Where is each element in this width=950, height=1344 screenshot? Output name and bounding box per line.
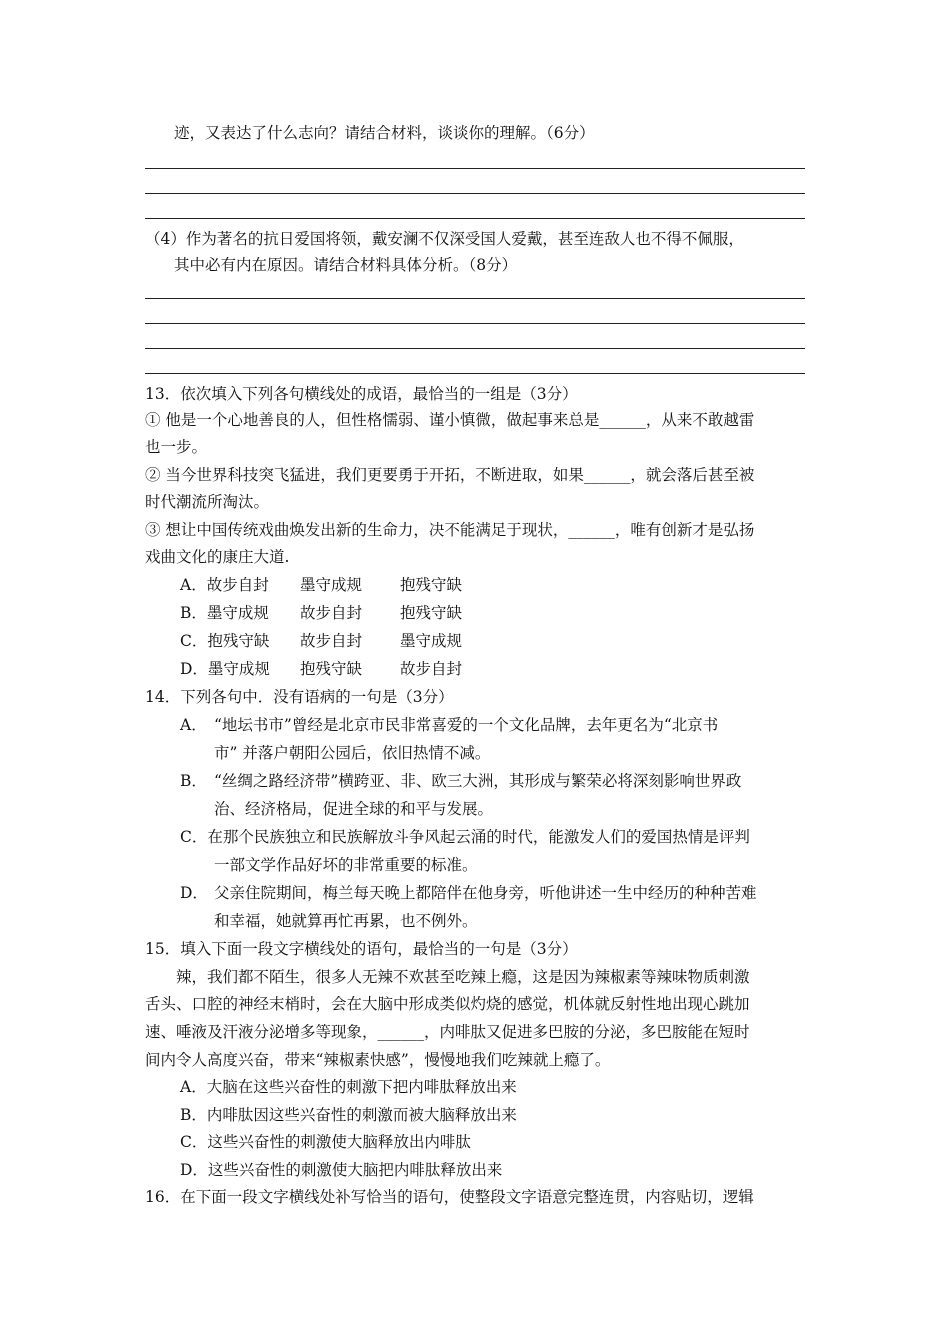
option-term: 抱残守缺 — [400, 576, 463, 594]
answer-line[interactable] — [145, 168, 805, 169]
q12-part3-continued: 迹，又表达了什么志向？请结合材料，谈谈你的理解。（6分） — [174, 124, 595, 142]
q15-passage-line1: 辣，我们都不陌生，很多人无辣不欢甚至吃辣上瘾，这是因为辣椒素等辣味物质刺激 — [176, 968, 750, 986]
option-label: A．故步自封 — [180, 576, 269, 594]
q14-option-b-text2: 治、经济格局，促进全球的和平与发展。 — [214, 800, 494, 818]
q14-option-d-text2: 和幸福，她就算再忙再累，也不例外。 — [214, 912, 478, 930]
q15-option-a[interactable]: A．大脑在这些兴奋性的刺激下把内啡肽释放出来 — [180, 1078, 517, 1096]
q13-option-c[interactable] — [180, 631, 463, 651]
q15-passage-line4: 间内令人高度兴奋，带来“辣椒素快感”，慢慢地我们吃辣就上瘾了。 — [145, 1051, 611, 1069]
option-term: 抱残守缺 — [300, 660, 363, 678]
option-label: D．墨守成规 — [180, 660, 270, 678]
answer-line[interactable] — [145, 193, 805, 194]
q15-passage-line3: 速、唾液及汗液分泌增多等现象，______，内啡肽又促进多巴胺的分泌，多巴胺能在短时 — [145, 1023, 750, 1041]
answer-line[interactable] — [145, 218, 805, 219]
q12-part4-line2: 其中必有内在原因。请结合材料具体分析。（8分） — [174, 256, 518, 274]
q15-option-b[interactable]: B．内啡肽因这些兴奋性的刺激而被大脑释放出来 — [180, 1106, 517, 1124]
q14-option-b-text1: “丝绸之路经济带”横跨亚、非、欧三大洲，其形成与繁荣必将深刻影响世界政 — [214, 772, 742, 790]
q14-option-a[interactable]: A． — [180, 716, 207, 734]
q14-option-a-text1: “地坛书市”曾经是北京市民非常喜爱的一个文化品牌，去年更名为“北京书 — [214, 716, 719, 734]
q13-option-b[interactable] — [180, 603, 463, 623]
q14-option-c[interactable]: C．在那个民族独立和民族解放斗争风起云涌的时代，能激发人们的爱国热情是评判 — [180, 828, 750, 846]
option-term: 墨守成规 — [400, 632, 463, 650]
option-label: C．抱残守缺 — [180, 632, 270, 650]
q13-sentence1-line2: 也一步。 — [145, 438, 208, 456]
q13-stem: 13．依次填入下列各句横线处的成语，最恰当的一组是（3分） — [145, 385, 578, 403]
option-term: 故步自封 — [300, 632, 363, 650]
q13-sentence3-line1: ③ 想让中国传统戏曲焕发出新的生命力，决不能满足于现状，______，唯有创新才是弘扬 — [145, 521, 755, 539]
answer-line[interactable] — [145, 373, 805, 374]
option-term: 故步自封 — [300, 604, 363, 622]
q14-option-d-text1: 父亲住院期间，梅兰每天晚上都陪伴在他身旁，听他讲述一生中经历的种种苦难 — [214, 884, 757, 902]
q13-sentence2-line1: ② 当今世界科技突飞猛进，我们更要勇于开拓，不断进取，如果______，就会落后甚至被 — [145, 466, 755, 484]
option-label: B．墨守成规 — [180, 604, 269, 622]
q13-sentence2-line2: 时代潮流所淘汰。 — [145, 493, 270, 511]
option-term: 抱残守缺 — [400, 604, 463, 622]
q13-sentence3-line2: 戏曲文化的康庄大道. — [145, 548, 290, 566]
q14-option-a-text2: 市” 并落户朝阳公园后，依旧热情不减。 — [214, 744, 491, 762]
q14-option-b[interactable]: B． — [180, 772, 207, 790]
q14-stem: 14．下列各句中．没有语病的一句是（3分） — [145, 688, 454, 706]
answer-line[interactable] — [145, 348, 805, 349]
q15-option-d[interactable]: D．这些兴奋性的刺激使大脑把内啡肽释放出来 — [180, 1161, 503, 1179]
q13-sentence1-line1: ① 他是一个心地善良的人，但性格懦弱、谨小慎微，做起事来总是______，从来不敢越雷 — [145, 411, 755, 429]
option-term: 墨守成规 — [300, 576, 363, 594]
q15-stem: 15．填入下面一段文字横线处的语句，最恰当的一句是（3分） — [145, 940, 578, 958]
q14-option-d[interactable]: D． — [180, 884, 208, 902]
q15-passage-line2: 舌头、口腔的神经末梢时，会在大脑中形成类似灼烧的感觉，机体就反射性地出现心跳加 — [145, 995, 750, 1013]
option-term: 故步自封 — [400, 660, 463, 678]
q16-stem: 16．在下面一段文字横线处补写恰当的语句，使整段文字语意完整连贯，内容贴切，逻辑 — [145, 1188, 754, 1206]
answer-line[interactable] — [145, 298, 805, 299]
q14-option-c-text2: 一部文学作品好坏的非常重要的标准。 — [214, 856, 478, 874]
q15-option-c[interactable]: C．这些兴奋性的刺激使大脑释放出内啡肽 — [180, 1133, 471, 1151]
answer-line[interactable] — [145, 323, 805, 324]
q13-option-d[interactable] — [180, 659, 463, 679]
q13-option-a[interactable] — [180, 575, 463, 595]
q12-part4-line1: （4）作为著名的抗日爱国将领，戴安澜不仅深受国人爱戴，甚至连敌人也不得不佩服， — [145, 230, 744, 248]
